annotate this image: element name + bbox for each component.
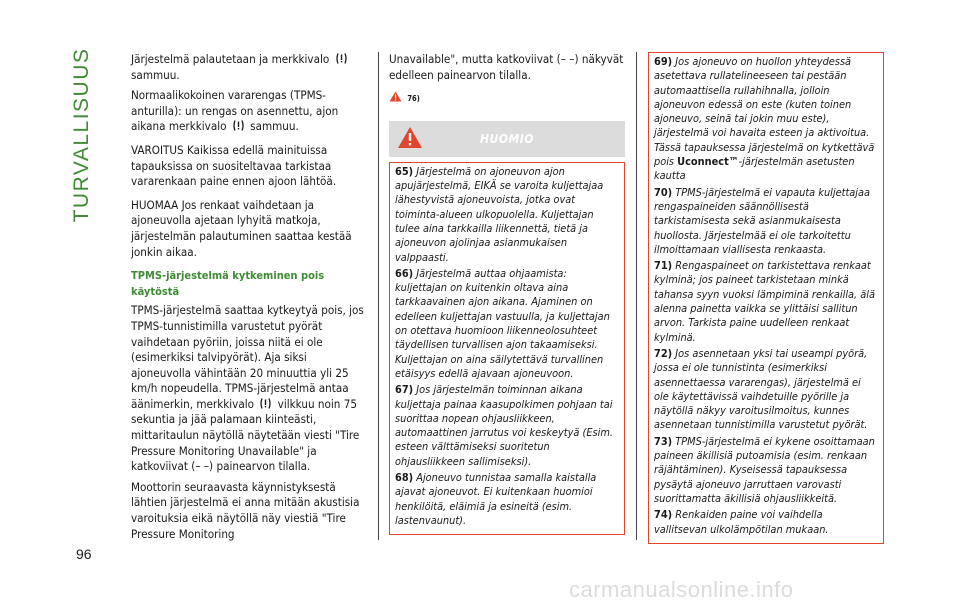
notice-item [395,471,619,528]
column-divider [378,52,379,540]
notice-item [654,435,878,506]
note-text: Jos ajoneuvo on huollon yhteydessä asetettava rullatelineeseen tai pestään automaattisella rullahihnalla, jolloin ajoneuvon edessä on este (kuten toinen ajoneuvo, seinä tai jokin muu este), järjestelmä voi havaita esteen ja aktivoitua. Tässä tapauksessa järjestelmä on kytkettävä pois [654,55,875,169]
warning-reference [389,91,625,107]
page-number: 96 [76,546,92,562]
note-text: Järjestelmä on ajoneuvon ajon apujärjestelmä, EIKÄ se varoita kuljettajaa lähestyvistä ajoneuvoista, jotka ovat toiminta-alueen ulkopuolella. Kuljettajan tulee aina tarkkailla liikennettä, tietä ja ajoneuvon ajolinjaa asianmukaisen valppaasti. [395,164,604,264]
note-number: 67) [395,383,414,397]
tpms-warning-icon [259,397,272,410]
note-number: 69) [654,55,673,68]
paragraph-text: Normaalikokoinen vararengas (TPMS-anturilla): un rengas on asennettu, ajon aikana merkkivalo [131,88,339,134]
notice-item [654,259,878,345]
text-column-2 [389,52,625,535]
note-paragraph: HUOMAA Jos renkaat vaihdetaan ja ajoneuvolla ajetaan lyhyitä matkoja, järjestelmän palautuminen saattaa kestää jonkin aikaa. [131,197,352,259]
note-number: 74) [654,508,673,522]
note-text: Renkaiden paine voi vaihdella vallitsevan ulkolämpötilan mukaan. [654,508,829,536]
tpms-warning-icon [232,119,245,132]
paragraph [131,88,367,135]
notice-label: HUOMIO [480,131,534,146]
note-text: TPMS-järjestelmä ei kykene osoittamaan paineen äkillisiä putoamisia (esim. renkaan räjähtäminen). Kyseisessä tapauksessa pysäytä ajoneuvo jarruttaen varovasti suorittamatta äkillisiä ohjausliikkeitä. [654,434,875,505]
note-text: Jos järjestelmän toiminnan aikana kuljettaja painaa kaasupolkimen pohjaan tai suorittaa nopean ohjausliikkeen, automaattinen jarrutus voi keskeytyä (Esim. esteen välttämiseksi suoritetun ohjausliikkeen sallimiseksi). [395,383,613,468]
notice-item [395,383,619,469]
text-column-1 [131,52,367,547]
note-text: Rengaspaineet on tarkistettava renkaat kylminä; jos paineet tarkistetaan minkä tahansa syyn vuoksi lämpiminä renkailla, älä alenna painetta vaikka se ylittäisi sallitun arvon. Tarkista paine uudelleen renkaat kylminä. [654,259,875,344]
note-number: 72) [654,346,673,360]
notice-item [654,55,878,184]
warning-paragraph: VAROITUS Kaikissa edellä mainituissa tapauksissa on suositeltavaa tarkistaa vararenkaan paine ennen ajoon lähtöä. [131,142,337,189]
text-column-3 [648,52,884,544]
note-text: -järjestelmän asetusten kautta [654,155,855,183]
paragraph-text: sammuu. [131,67,180,82]
paragraph [131,52,367,83]
warning-triangle-icon [389,91,402,102]
paragraph-text: Järjestelmä palautetaan ja merkkivalo [131,52,330,66]
notice-item [395,165,619,265]
paragraph: Moottorin seuraavasta käynnistyksestä lähtien järjestelmä ei anna mitään akustisia varoituksia eikä näytöllä näy viestiä "Tire Pressure Monitoring [131,479,360,541]
paragraph-text: sammuu. [250,119,299,134]
note-number: 71) [654,259,673,273]
paragraph-text: TPMS-järjestelmä saattaa kytkeytyä pois, jos TPMS-tunnistimilla varustetut pyörät vaihdetaan pyöriin, joissa niitä ei ole (esimerkiksi talvipyörät). Aja siksi ajoneuvolla vähintään 20 minuuttia yli 25 km/h nopeudella. TPMS-järjestelmä antaa äänimerkin, merkkivalo [131,303,364,411]
note-number: 73) [654,434,673,448]
notice-header [389,121,625,157]
notice-item [654,508,878,537]
paragraph [131,303,367,475]
tpms-warning-icon [335,52,348,65]
note-text: Ajoneuvo tunnistaa samalla kaistalla ajavat ajoneuvot. Ei kuitenkaan huomioi henkilöitä, eläimiä ja esineitä (esim. lastenvaunut). [395,471,597,527]
section-title-text: TURVALLISUUS [70,47,93,223]
notice-box-continued [648,52,884,544]
notice-item [395,267,619,381]
notice-box [389,162,625,535]
note-number: 68) [395,471,414,485]
notice-item [654,347,878,433]
reference-number: 76) [407,94,420,104]
note-text: Järjestelmä auttaa ohjaamista: kuljettajan on kuitenkin oltava aina tarkkaavainen ajon aikana. Ajaminen on edelleen kuljettajan vastuulla, ja kuljettajan on otettava huomioon liikenneolosuhteet täydellisen turvallisen ajon takaamiseksi. Kuljettajan on aina säilytettävä turvallinen etäisyys edellä ajavaan ajoneuvoon. [395,266,610,380]
watermark: carmanualsonline.info [569,577,794,602]
column-divider [636,52,637,540]
section-subheading: TPMS-järjestelmä kytkeminen pois käytöstä [131,269,325,298]
note-text: Jos asennetaan yksi tai useampi pyörä, jossa ei ole tunnistinta (esimerkiksi asennettaessa vararengas), järjestelmä ei ole käytettävissä vaihdetuille pyörille ja näytöllä näkyy varoitusilmoitus, kunnes asennetaan tunnistimilla varustetut pyörät. [654,346,868,432]
note-text: TPMS-järjestelmä ei vapauta kuljettajaa rengaspaineiden säännöllisestä tarkistamisesta sekä asianmukaisesta huollosta. Järjestelmää ei ole tarkoitettu ilmoittamaan viallisesta renkaasta. [654,185,871,256]
brand-name: Uconnect™ [677,155,739,169]
notice-item [654,186,878,257]
note-number: 65) [395,164,414,178]
paragraph-text: vilkkuu noin 75 sekuntia ja jää palamaan kiinteästi, mittaritaulun näytöllä näytetään viesti "Tire Pressure Monitoring Unavailable" ja katkoviivat (– –) painearvon tilalla. [131,396,360,474]
section-title [62,47,102,223]
note-number: 70) [654,185,673,199]
paragraph: Unavailable", mutta katkoviivat (– –) näkyvät edelleen painearvon tilalla. [389,52,624,82]
note-number: 66) [395,266,414,280]
